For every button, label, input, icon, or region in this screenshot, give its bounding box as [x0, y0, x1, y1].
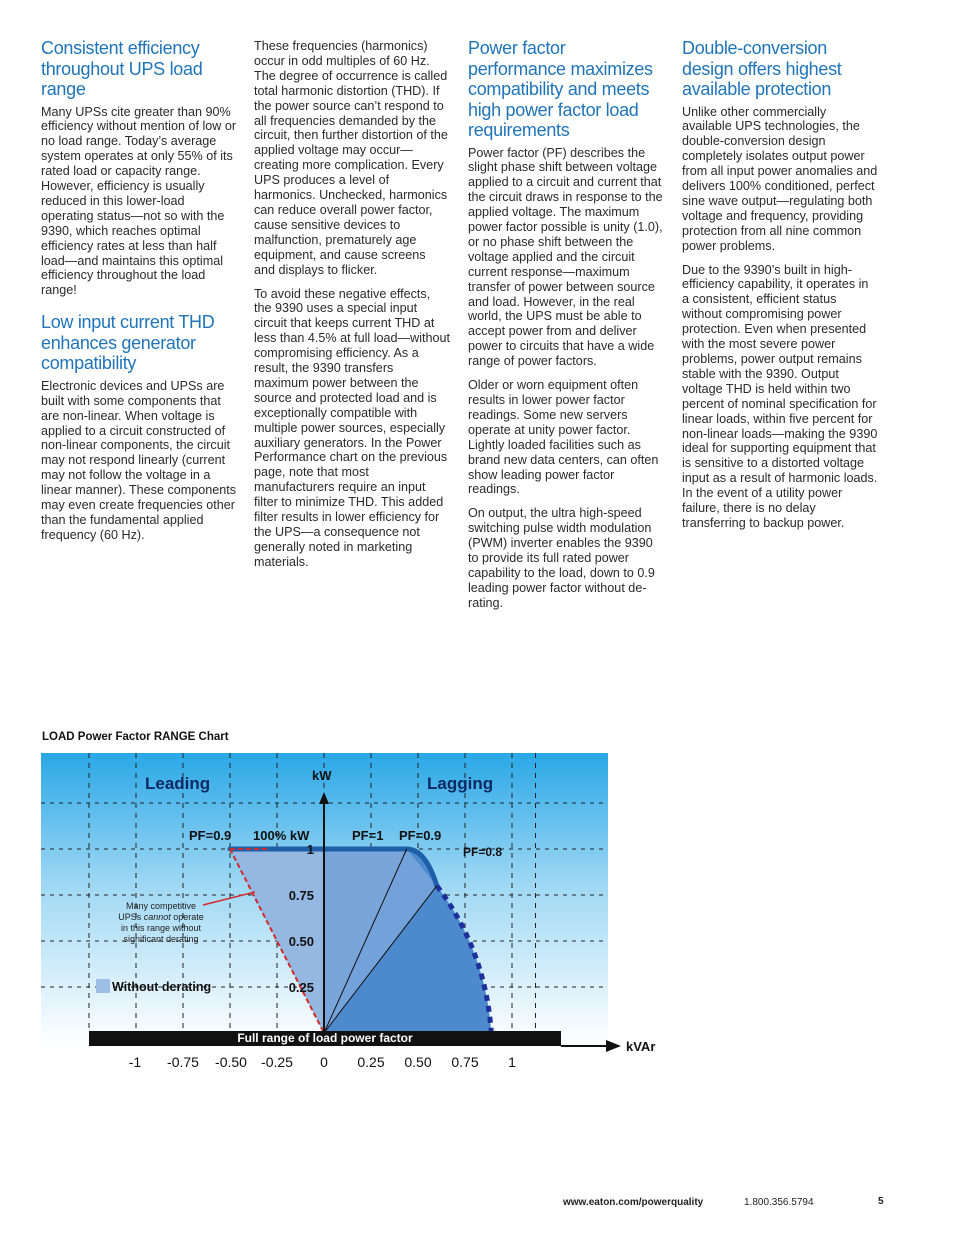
full-kw-label: 100% kW	[253, 828, 310, 843]
y-tick-label: 0.50	[288, 934, 314, 949]
chart-legend	[96, 979, 211, 994]
baseline-label: Full range of load power factor	[237, 1031, 413, 1045]
section-heading-power-factor: Power factor performance maximizes compatibility and meets high power factor load requirements	[468, 38, 653, 140]
pf09-lagging-label: PF=0.9	[399, 828, 442, 843]
legend-label: Without derating	[112, 980, 212, 994]
paragraph: Older or worn equipment often results in lower power factor readings. Some new servers operate at unity power factor. Lightly loaded facilities such as brand new data centers, can often show leading power factor readings.	[468, 378, 659, 497]
x-tick-label: -0.75	[167, 1054, 199, 1070]
x-tick-label: -0.25	[261, 1054, 293, 1070]
lagging-label: Lagging	[427, 774, 494, 793]
x-tick-label: 1	[508, 1054, 516, 1070]
footer-phone: 1.800.356.5794	[744, 1197, 814, 1208]
annotation-line: UPSs cannot operate	[118, 912, 204, 922]
paragraph: Many UPSs cite greater than 90% efficiency without mention of low or no load range. Today’s average system operates at only 55% of its rated load or capacity range. However, efficiency is usually reduced in this lower-load operating status—not so with the 9390, which reaches optimal efficiency rates at less than half load—and maintains this optimal efficiency throughout the load range!	[41, 104, 237, 298]
paragraph: Electronic devices and UPSs are built with some components that are non-linear. When voltage is applied to a circuit constructed of non-linear components, the circuit may not respond linearly (current may not follow the voltage in a linear manner). These components may even create frequencies other than the fundamental applied frequency (60 Hz).	[41, 378, 237, 542]
pf09-leading-label: PF=0.9	[189, 828, 232, 843]
legend-swatch	[96, 979, 110, 993]
annotation-line: Many competitive	[125, 901, 197, 911]
page-number: 5	[878, 1196, 884, 1207]
annotation-line: in this range without	[120, 923, 202, 933]
x-tick-label: 0.50	[404, 1054, 432, 1070]
x-tick-label: 0.25	[357, 1054, 385, 1070]
paragraph: Due to the 9390’s built in high-efficiency capability, it operates in a consistent, efficient status without compromising power protection. Even when presented with the most severe power problems, power output remains stable with the 9390. Output voltage THD is held within two percent of nominal specification for linear loads, within five percent for non-linear loads—making the 9390 ideal for supporting equipment that is sensitive to a distorted voltage input as a result of harmonic loads. In the event of a utility power failure, there is no delay transferring to backup power.	[682, 262, 878, 530]
chart-title: LOAD Power Factor RANGE Chart	[42, 731, 229, 743]
leading-label: Leading	[145, 774, 211, 793]
y-tick-label: 0.75	[288, 888, 314, 903]
x-axis-arrow	[606, 1040, 621, 1052]
x-axis-label: kVAr	[626, 1039, 656, 1054]
paragraph: To avoid these negative effects, the 9390 uses a special input circuit that keeps current THD at less than 4.5% at full load—without compromising efficiency. As a result, the 9390 transfers maximum power between the source and protected load and is exceptionally compatible with multiple power sources, especially auxiliary generators. In the Power Performance chart on the previous page, note that most manufacturers require an input filter to minimize THD. This added filter results in lower efficiency for the UPS—a consequence not generally noted in marketing materials.	[254, 286, 451, 569]
y-tick-label: 0.25	[288, 980, 314, 995]
annotation-italic: cannot	[143, 912, 171, 922]
paragraph: On output, the ultra high-speed switching pulse width modulation (PWM) inverter enables the 9390 to provide its full rated power capability to the load, down to 0.9 leading power factor without de-rating.	[468, 506, 655, 610]
paragraph: Power factor (PF) describes the slight phase shift between voltage applied to a circuit and current that the circuit draws in response to the applied voltage. The maximum power factor possible is unity (1.0), or no phase shift between the voltage applied and the circuit current response—maximum transfer of power between source and load. However, in the real world, the UPS must be able to accept power from and deliver power to circuits that have a wide range of power factors.	[468, 145, 663, 369]
paragraph: Unlike other commercially available UPS technologies, the double-conversion design completely isolates output power from all input power anomalies and delivers 100% conditioned, perfect sine wave output—regulating both voltage and frequency, providing protection from all nine common power problems.	[682, 104, 878, 253]
x-tick-label: -0.50	[215, 1054, 247, 1070]
paragraph: These frequencies (harmonics) occur in odd multiples of 60 Hz. The degree of occurrence is called total harmonic distortion (THD). If the power source can’t respond to all frequencies demanded by the circuit, then further distortion of the applied voltage may occur—creating more complication. Every UPS produces a level of harmonics. Unchecked, harmonics can reduce overall power factor, cause sensitive devices to malfunction, prematurely age equipment, and cause screens and displays to flicker.	[254, 39, 448, 277]
x-tick-label: 0.75	[451, 1054, 479, 1070]
pf1-label: PF=1	[352, 828, 384, 843]
section-heading-efficiency: Consistent efficiency throughout UPS load range	[41, 38, 203, 99]
footer-url[interactable]: www.eaton.com/powerquality	[563, 1197, 704, 1208]
x-tick-label: 0	[320, 1054, 328, 1070]
y-axis-label: kW	[312, 768, 332, 783]
pf08-label: PF=0.8	[463, 845, 503, 859]
section-heading-double-conversion: Double-conversion design offers highest available protection	[682, 38, 842, 99]
x-tick-labels	[129, 1054, 516, 1070]
annotation-line: significant derating	[123, 934, 199, 944]
section-heading-thd: Low input current THD enhances generator compatibility	[41, 312, 215, 374]
x-tick-label: -1	[128, 1054, 142, 1070]
y-tick-label: 1	[306, 842, 314, 857]
